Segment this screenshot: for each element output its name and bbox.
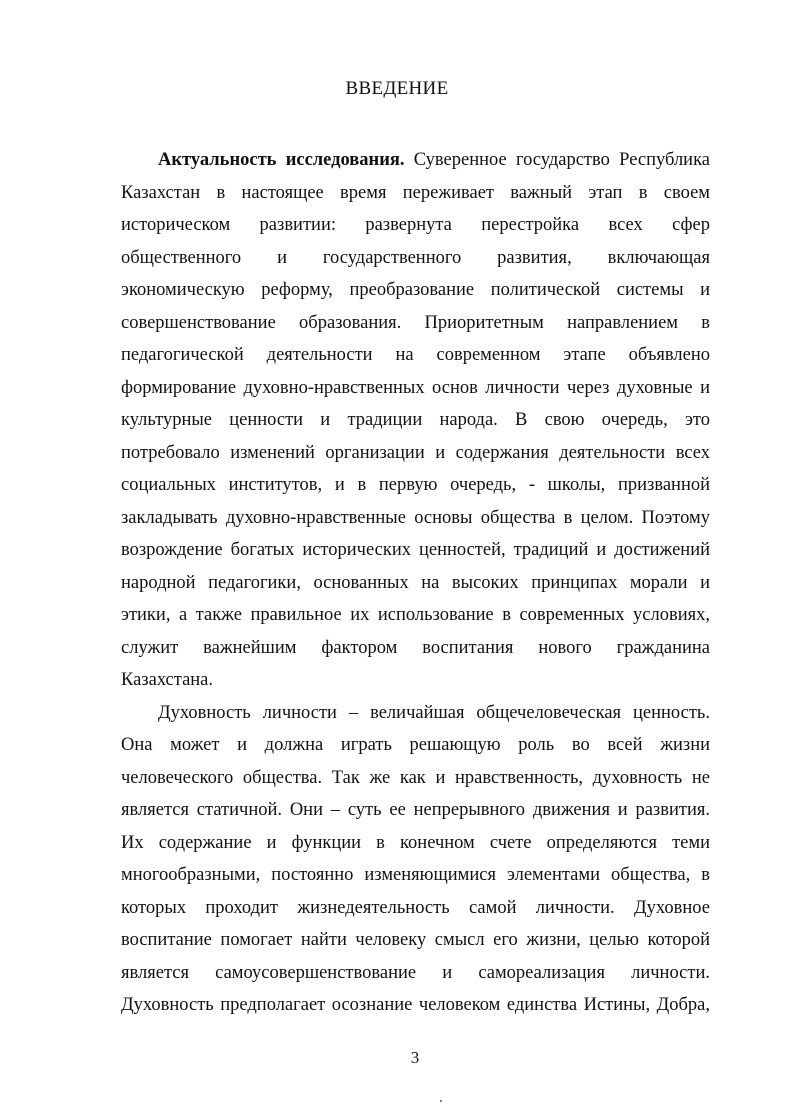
scan-speck <box>440 1100 442 1102</box>
text-line: Духовность предполагает осознание человеком единства Истины, Добра, <box>121 995 710 1015</box>
text-line: историческом развитии: развернута перестройка всех сфер <box>121 215 710 235</box>
text-line: Их содержание и функции в конечном счете определяются теми <box>121 832 710 853</box>
paragraph-spirituality <box>121 697 710 1022</box>
text-line: педагогической деятельности на современном этапе объявлено <box>121 345 710 365</box>
page-number: 3 <box>410 1048 420 1067</box>
text-line: воспитание помогает найти человеку смысл его жизни, целью которой <box>121 930 710 950</box>
text-line: которых проходит жизнедеятельность самой личности. Духовное <box>121 897 710 918</box>
text-line: закладывать духовно-нравственные основы общества в целом. Поэтому <box>121 507 710 528</box>
text-line: Казахстана. <box>121 670 214 690</box>
text-line: потребовало изменений организации и содержания деятельности всех <box>121 442 710 463</box>
text-line: Духовность личности – величайшая общечеловеческая ценность. <box>158 702 710 723</box>
text-line: служит важнейшим фактором воспитания нового гражданина <box>121 637 710 658</box>
text-line: культурные ценности и традиции народа. В свою очередь, это <box>121 410 710 430</box>
text-line: многообразными, постоянно изменяющимися элементами общества, в <box>121 865 710 885</box>
text-line: Казахстан в настоящее время переживает важный этап в своем <box>121 182 710 203</box>
text-line: является самоусовершенствование и самореализация личности. <box>121 962 710 983</box>
text-line: Она может и должна играть решающую роль во всей жизни <box>121 735 710 755</box>
text-line: экономическую реформу, преобразование политической системы и <box>121 280 710 300</box>
text-line <box>121 144 710 177</box>
text-line: общественного и государственного развития, включающая <box>121 247 710 268</box>
text-line: народной педагогики, основанных на высоких принципах морали и <box>121 572 710 593</box>
page-title: ВВЕДЕНИЕ <box>345 78 449 99</box>
text-line: социальных институтов, и в первую очередь, - школы, призванной <box>121 475 710 495</box>
text-line: человеческого общества. Так же как и нравственность, духовность не <box>121 767 710 788</box>
text-line: возрождение богатых исторических ценностей, традиций и достижений <box>121 540 710 560</box>
text-line: этики, а также правильное их использование в современных условиях, <box>121 605 710 625</box>
text-line: формирование духовно-нравственных основ личности через духовные и <box>121 377 710 398</box>
body-text <box>121 144 710 1022</box>
paragraph-relevance <box>121 144 710 697</box>
text-line: является статичной. Они – суть ее непрерывного движения и развития. <box>121 800 710 820</box>
text-line-rest: Суверенное государство Республика <box>404 150 710 170</box>
section-lead: Актуальность исследования. <box>158 150 405 170</box>
text-line: совершенствование образования. Приоритетным направлением в <box>121 312 710 333</box>
